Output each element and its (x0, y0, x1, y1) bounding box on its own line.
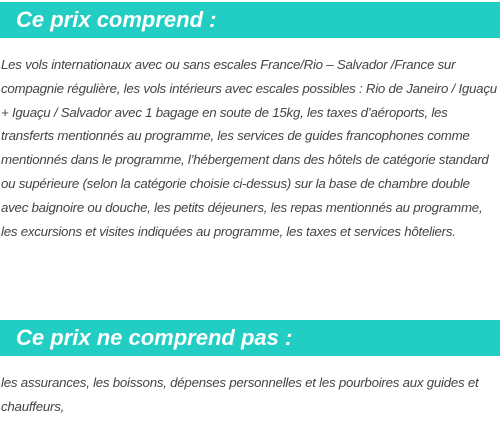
price-excludes-title: Ce prix ne comprend pas : (16, 325, 293, 350)
price-includes-text: Les vols internationaux avec ou sans escales France/Rio – Salvador /France sur compagnie régulière, les vols intérieurs avec escales possibles : Rio de Janeiro / Iguaçu + Iguaçu / Salvador avec 1 bagage en soute de 15kg, les taxes d’aéroports, les transferts mentionnés au programme, les services de guides francophones comme mentionnés dans le programme, l’hébergement dans des hôtels de catégorie standard ou supérieure (selon la catégorie choisie ci-dessus) sur la base de chambre double avec baignoire ou douche, les petits déjeuners, les repas mentionnés au programme, les excursions et visites indiquées au programme, les taxes et services hôteliers. (1, 57, 497, 239)
price-excludes-text: les assurances, les boissons, dépenses personnelles et les pourboires aux guides et chauffeurs, (1, 375, 479, 414)
price-excludes-header (0, 320, 500, 356)
price-includes-header (0, 2, 500, 38)
price-includes-title: Ce prix comprend : (16, 7, 217, 32)
